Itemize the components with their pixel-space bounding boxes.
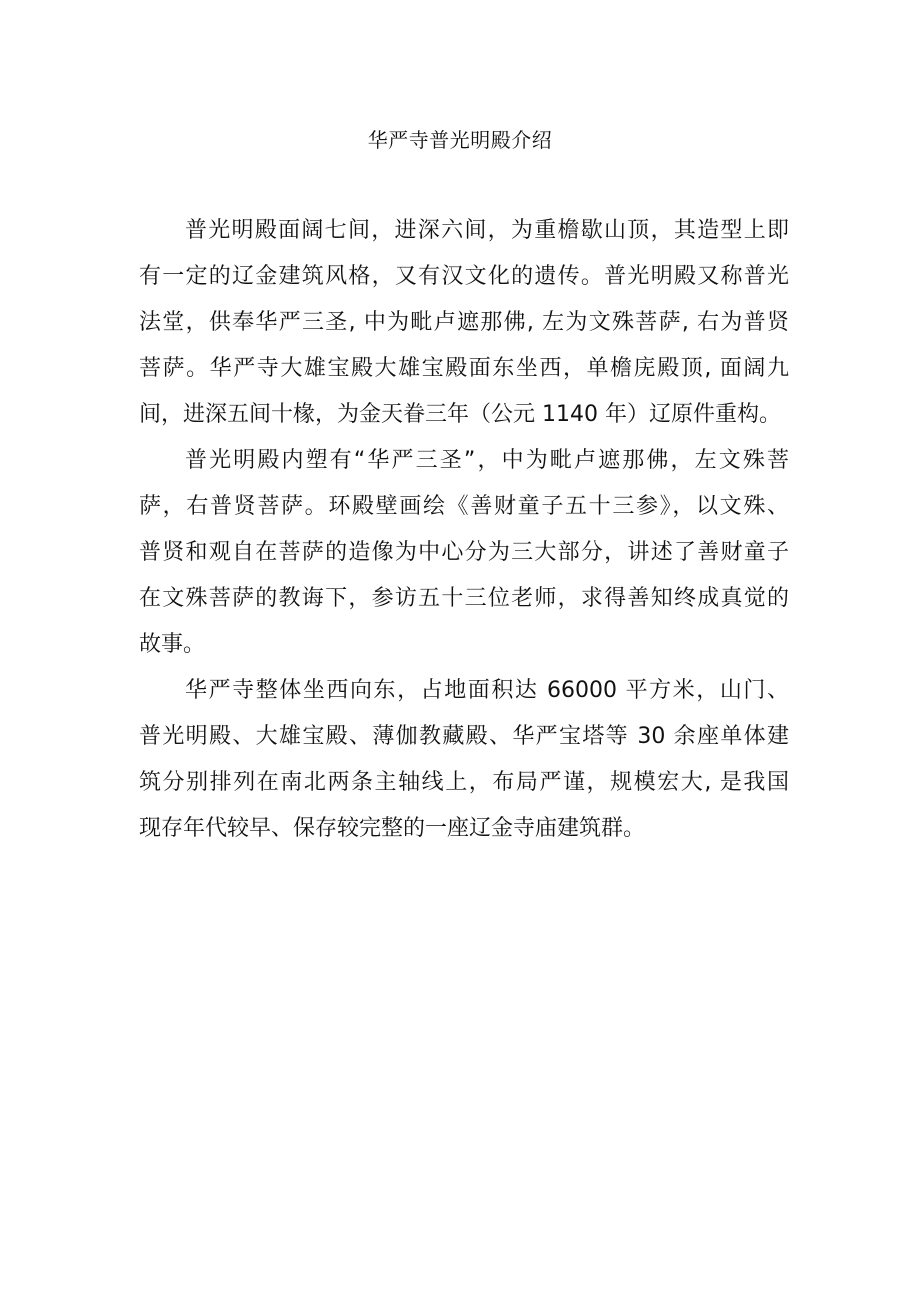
text-line: 华严寺整体坐西向东，占地面积达 66000 平方米，山门、 (185, 678, 789, 703)
document-title: 华严寺普光明殿介绍 (367, 128, 553, 152)
paragraph-2 (139, 443, 789, 662)
text-line: 萨，右普贤菩萨。环殿壁画绘《善财童子五十三参》，以文殊、 (139, 494, 789, 519)
paragraph-1 (139, 213, 789, 432)
text-line: 普光明殿内塑有“华严三圣”，中为毗卢遮那佛，左文殊菩 (185, 448, 789, 473)
text-line: 法堂，供奉华严三圣, 中为毗卢遮那佛, 左为文殊菩萨, 右为普贤 (139, 310, 789, 335)
text-line: 在文殊菩萨的教诲下，参访五十三位老师，求得善知终成真觉的 (139, 586, 789, 611)
text-line: 菩萨。华严寺大雄宝殿大雄宝殿面东坐西，单檐庑殿顶, 面阔九 (139, 356, 789, 381)
text-line: 普贤和观自在菩萨的造像为中心分为三大部分，讲述了善财童子 (139, 540, 789, 565)
text-line: 筑分别排列在南北两条主轴线上，布局严谨，规模宏大, 是我国 (139, 770, 789, 795)
text-line: 普光明殿面阔七间，进深六间，为重檐歇山顶，其造型上即 (185, 218, 789, 243)
text-line: 现存年代较早、保存较完整的一座辽金寺庙建筑群。 (139, 816, 646, 841)
text-line: 有一定的辽金建筑风格，又有汉文化的遗传。普光明殿又称普光 (139, 264, 789, 289)
text-line: 间，进深五间十椽，为金天眷三年（公元 1140 年）辽原件重构。 (139, 402, 781, 427)
document-body (139, 213, 789, 857)
text-line: 普光明殿、大雄宝殿、薄伽教藏殿、华严宝塔等 30 余座单体建 (139, 724, 789, 749)
text-line: 故事。 (139, 632, 206, 657)
paragraph-3 (139, 673, 789, 846)
